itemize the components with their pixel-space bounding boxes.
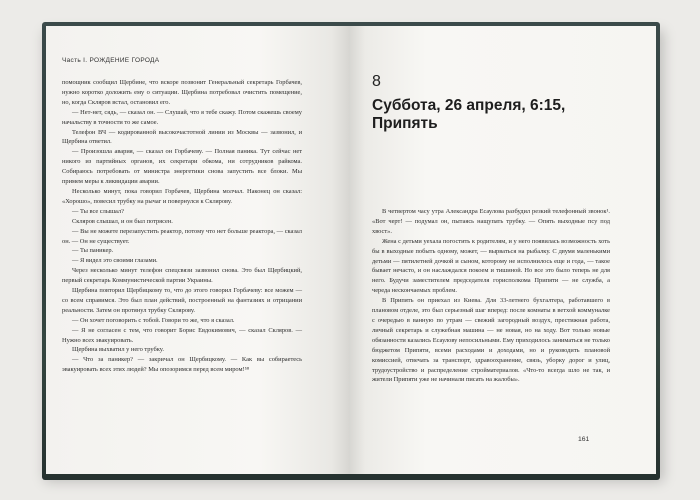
chapter-title [372, 97, 612, 133]
paragraph: — Произошла авария, — сказал он Горбачеву. — Полная паника. Тут сейчас нет никого из партийных органов, их секретари обкома, ни сотрудников райкома. Собираюсь потребовать от министра энергетики снова запустить все блоки. Мы примем меры к ликвидации аварии. [62, 148, 302, 186]
paragraph: — Вы не можете перезапустить реактор, потому что нет больше реактора, — сказал он. — Он не существует. [62, 227, 302, 245]
paragraph: Через несколько минут телефон спецсвязи зазвонил снова. Это был Щербицкий, первый секретарь Коммунистической партии Украины. [62, 267, 302, 285]
paragraph: Несколько минут, пока говорил Горбачев, Щербина молчал. Наконец он сказал: «Хорошо», повесил трубку на рычаг и повернулся к Склярову. [62, 187, 302, 205]
paragraph: — Ты все слышал? [72, 207, 124, 215]
paragraph: Скляров слышал, и он был потрясен. [72, 217, 173, 225]
paragraph: помощник сообщил Щербине, что вскоре позвонит Генеральный секретарь Горбачев, нужно коротко доложить ему о ситуации. Щербина потребовал очистить помещение, но, когда Скляров встал, остановил его. [62, 79, 302, 106]
paragraph: — Я видел это своими глазами. [72, 257, 158, 265]
right-page-text [372, 207, 610, 385]
chapter-title-line: Припять [372, 115, 438, 132]
paragraph: — Я не согласен с тем, что говорит Борис Евдокимович, — сказал Скляров. — Нужно всех эвакуировать. [62, 326, 302, 344]
paragraph: В четвертом часу утра Александра Есаулова разбудил резкий телефонный звонок¹. «Вот черт! — подумал он, пытаясь нащупать трубку. — Опять выходные псу под хвост». [372, 208, 610, 235]
paragraph: В Припять он приехал из Киева. Для 33-летнего бухгалтера, работавшего в плановом отделе, это был серьезный шаг вперед: после комнаты в ветхой коммуналке с очередью в ванную по утрам — свежий загородный воздух, престижная работа, личный секретарь и служебная машина — не новая, но на ходу. Вот только новые обязанности казались Есаулову непосильными. Ему приходилось заниматься не только бюджетом Припяти, всеми расходами и доходами, но и руководить плановой комиссией, отвечать за транспорт, здравоохранение, связь, уборку дорог и улиц, трудоустройство и распределение стройматериалов. «Что-то всегда шло не так, и жители Припяти уже не начинали писать на жалобы». [372, 297, 610, 384]
page-number: 161 [578, 436, 590, 443]
left-page-text [62, 78, 302, 375]
chapter-title-line: Суббота, 26 апреля, 6:15, [372, 97, 566, 114]
paragraph: — Он хочет поговорить с тобой. Говори то же, что я сказал. [72, 316, 235, 324]
running-head: Часть I. РОЖДЕНИЕ ГОРОДА [62, 57, 160, 64]
paragraph: — Нет-нет, сядь, — сказал он. — Слушай, что я тебе скажу. Потом скажешь своему начальству в точности то же самое. [62, 108, 302, 126]
paragraph: Телефон ВЧ — кодированной высокочастотной линии из Москвы — зазвонил, и Щербина ответил. [62, 128, 302, 146]
paragraph: — Ты паникер. [72, 247, 114, 255]
paragraph: Щербина повторил Щербицкому то, что до этого говорил Горбачеву: все можем — со всем справимся. Это был план действий, построенный на фантазиях и отрицании реальности. Затем он протянул трубку Склярову. [62, 287, 302, 314]
paragraph: Щербина выхватил у него трубку. [72, 346, 164, 354]
paragraph: — Что за паникер? — закричал он Щербицкому. — Как вы собираетесь эвакуировать всех этих людей? Мы опозоримся перед всем миром!⁵⁸ [62, 356, 302, 374]
paragraph: Жена с детьми уехала погостить к родителям, и у него появилась возможность хоть бы в выходные побыть одному, может, — вырваться на рыбалку. С двумя маленькими детьми — пятилетней дочкой и сыном, которому не исполнилось еще и года, — такое бывает нечасто, и он наслаждался покоем и тишиной. Но все это было теперь не для него. Будучи заместителем председателя горисполкома Припяти — не служба, а череда нескончаемых проблем. [372, 237, 610, 295]
chapter-number: 8 [372, 73, 381, 90]
